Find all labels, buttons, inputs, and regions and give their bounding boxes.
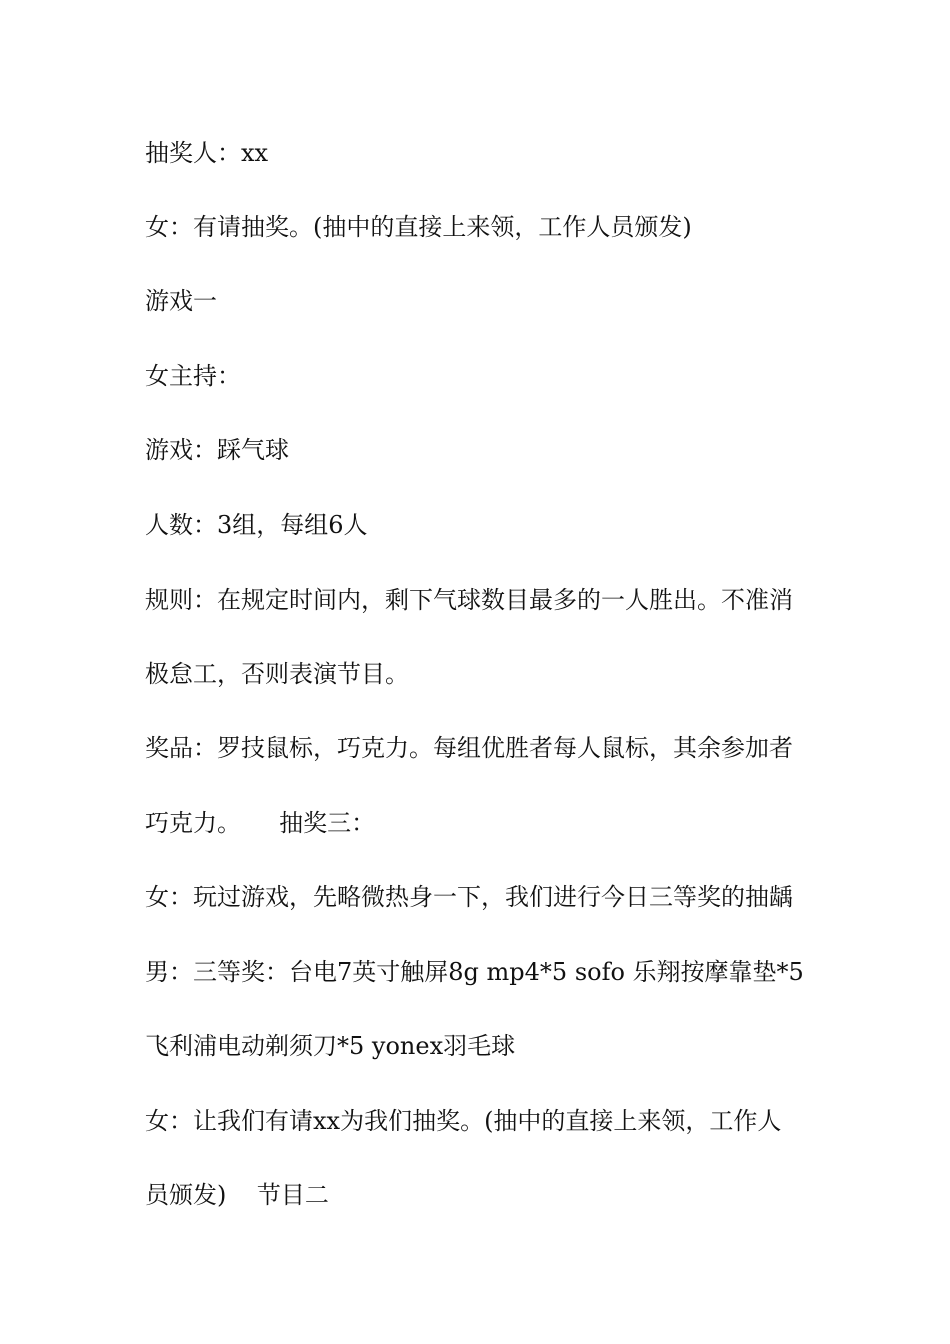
text-line-rules-1: 规则：在规定时间内，剩下气球数目最多的一人胜出。不准消 <box>145 586 793 614</box>
text-line-female-invite-xx-1: 女：让我们有请xx为我们抽奖。(抽中的直接上来领，工作人 <box>145 1107 782 1135</box>
text-line-female-invite-xx-2: 员颁发) 节目二 <box>145 1181 329 1209</box>
text-line-game-name: 游戏：踩气球 <box>145 436 289 464</box>
text-line-male-third-prize-1: 男：三等奖：台电7英寸触屏8g mp4*5 sofo 乐翔按摩靠垫*5 <box>145 958 804 986</box>
text-line-game-one: 游戏一 <box>145 287 217 315</box>
text-line-female-warmup: 女：玩过游戏，先略微热身一下，我们进行今日三等奖的抽龋 <box>145 883 793 911</box>
text-line-prizes-1: 奖品：罗技鼠标，巧克力。每组优胜者每人鼠标，其余参加者 <box>145 734 793 762</box>
text-line-lottery-person: 抽奖人：xx <box>145 139 269 167</box>
text-line-rules-2: 极怠工，否则表演节目。 <box>145 660 409 688</box>
text-line-female-host: 女主持： <box>145 362 241 390</box>
text-line-female-invite-draw: 女：有请抽奖。(抽中的直接上来领，工作人员颁发) <box>145 213 692 241</box>
text-line-prizes-2: 巧克力。 抽奖三： <box>145 809 376 837</box>
text-line-participants: 人数：3组，每组6人 <box>145 511 368 539</box>
text-line-male-third-prize-2: 飞利浦电动剃须刀*5 yonex羽毛球 <box>145 1032 516 1060</box>
